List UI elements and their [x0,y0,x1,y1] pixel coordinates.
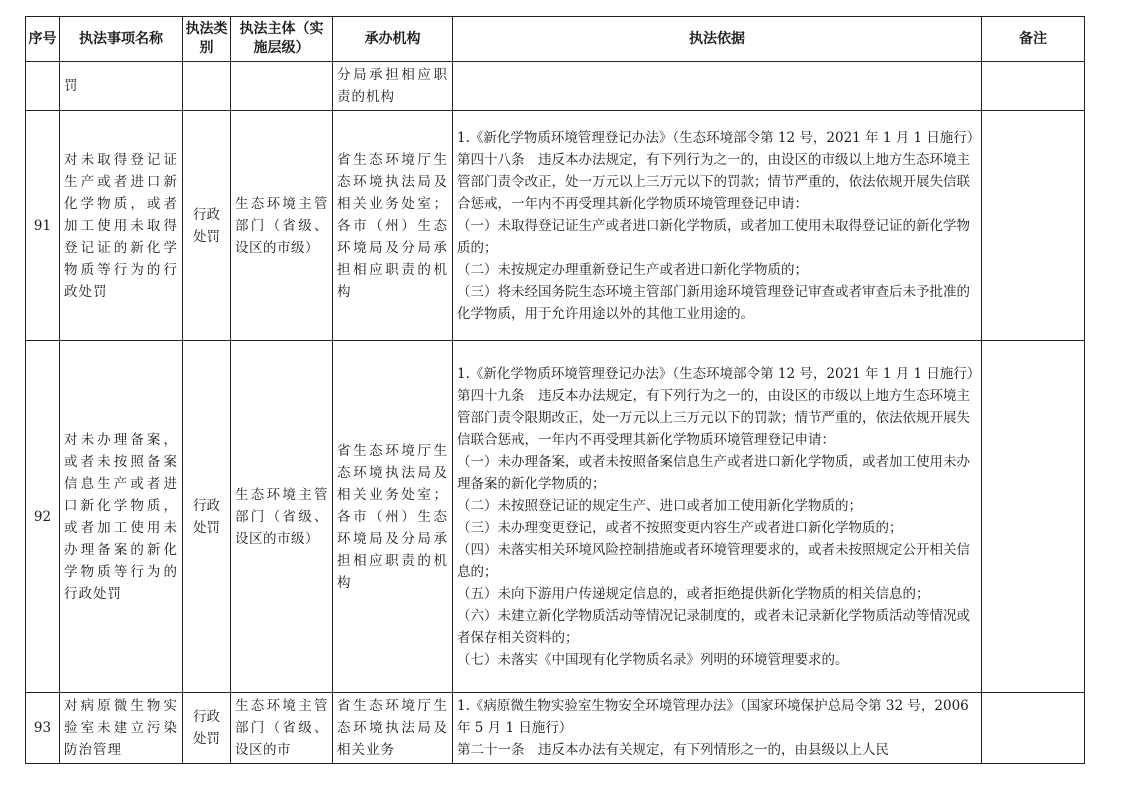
table-row [26,111,1085,341]
row-item-name: 对病原微生物实验室未建立污染防治管理 [60,693,183,764]
header-subject: 执法主体（实施层级） [231,17,333,62]
header-row [26,17,1085,62]
cont-seq [26,62,60,111]
row-org: 省生态环境厅生态环境执法局及相关业务处室；各市（州）生态环境局及分局承担相应职责的机构 [333,341,453,693]
row-subject: 生态环境主管部门（省级、设区的市 [231,693,333,764]
row-seq: 92 [26,341,60,693]
header-item: 执法事项名称 [60,17,183,62]
continuation-row [26,62,1085,111]
enforcement-table [25,16,1085,764]
basis-line: 1.《新化学物质环境管理登记办法》（生态环境部令第 12 号，2021 年 1 月 1 日施行） [457,129,981,146]
row-seq: 91 [26,111,60,341]
cont-basis [453,62,982,111]
row-subject: 生态环境主管部门（省级、设区的市级） [231,111,333,341]
header-type: 执法类别 [183,17,231,62]
basis-line: （四）未落实相关环境风险控制措施或者环境管理要求的，或者未按照规定公开相关信息的； [457,541,970,580]
basis-line: 第四十八条 违反本办法规定，有下列行为之一的，由设区的市级以上地方生态环境主管部门责令改正，处一万元以上三万元以下的罚款；情节严重的，依法依规开展失信联合惩戒，一年内不再受理其新化学物质环境管理登记申请： [457,151,970,212]
basis-line: （二）未按照登记证的规定生产、进口或者加工使用新化学物质的； [457,497,862,514]
cont-type [183,62,231,111]
basis-line: 1.《病原微生物实验室生物安全环境管理办法》（国家环境保护总局令第 32 号，2006 年 5 月 1 日施行） [457,698,969,736]
row-type: 行政处罚 [183,111,231,341]
row-org: 省生态环境厅生态环境执法局及相关业务处室；各市（州）生态环境局及分局承担相应职责的机构 [333,111,453,341]
row-subject: 生态环境主管部门（省级、设区的市级） [231,341,333,693]
row-item-name: 对未办理备案，或者未按照备案信息生产或者进口新化学物质，或者加工使用未办理备案的新化学物质等行为的行政处罚 [60,341,183,693]
table-row [26,341,1085,693]
row-item-name: 对未取得登记证生产或者进口新化学物质，或者加工使用未取得登记证的新化学物质等行为的行政处罚 [60,111,183,341]
header-seq: 序号 [26,17,60,62]
basis-line: 1.《新化学物质环境管理登记办法》（生态环境部令第 12 号，2021 年 1 月 1 日施行） [457,365,981,382]
row-seq: 93 [26,693,60,764]
header-basis: 执法依据 [453,17,982,62]
basis-line: （三）未办理变更登记，或者不按照变更内容生产或者进口新化学物质的； [457,519,903,536]
basis-line: （一）未办理备案，或者未按照备案信息生产或者进口新化学物质，或者加工使用未办理备案的新化学物质的； [457,453,970,492]
row-org: 省生态环境厅生态环境执法局及相关业务 [333,693,453,764]
basis-line: （六）未建立新化学物质活动等情况记录制度的，或者未记录新化学物质活动等情况或者保存相关资料的； [457,607,970,646]
basis-line: 第四十九条 违反本办法规定，有下列行为之一的，由设区的市级以上地方生态环境主管部门责令限期改正，处一万元以上三万元以下的罚款；情节严重的，依法依规开展失信联合惩戒，一年内不再受理其新化学物质环境管理登记申请： [457,387,970,448]
row-basis [453,693,982,764]
table-row [26,693,1085,764]
row-note [982,111,1085,341]
basis-line: （五）未向下游用户传递规定信息的，或者拒绝提供新化学物质的相关信息的； [457,585,930,602]
basis-line: 第二十一条 违反本办法有关规定，有下列情形之一的，由县级以上人民 [457,742,889,758]
basis-line: （七）未落实《中国现有化学物质名录》列明的环境管理要求的。 [457,651,849,668]
header-note: 备注 [982,17,1085,62]
row-basis [453,111,982,341]
row-basis [453,341,982,693]
basis-line: （一）未取得登记证生产或者进口新化学物质，或者加工使用未取得登记证的新化学物质的； [457,217,970,256]
cont-item-tail: 罚 [60,62,183,111]
row-note [982,693,1085,764]
cont-subject [231,62,333,111]
header-org: 承办机构 [333,17,453,62]
cont-org-tail: 分局承担相应职责的机构 [333,62,453,111]
row-type: 行政处罚 [183,341,231,693]
row-type: 行政处罚 [183,693,231,764]
basis-line: （二）未按规定办理重新登记生产或者进口新化学物质的； [457,261,808,278]
cont-note [982,62,1085,111]
basis-line: （三）将未经国务院生态环境主管部门新用途环境管理登记审查或者审查后未予批准的化学物质，用于允许用途以外的其他工业用途的。 [457,283,970,322]
row-note [982,341,1085,693]
